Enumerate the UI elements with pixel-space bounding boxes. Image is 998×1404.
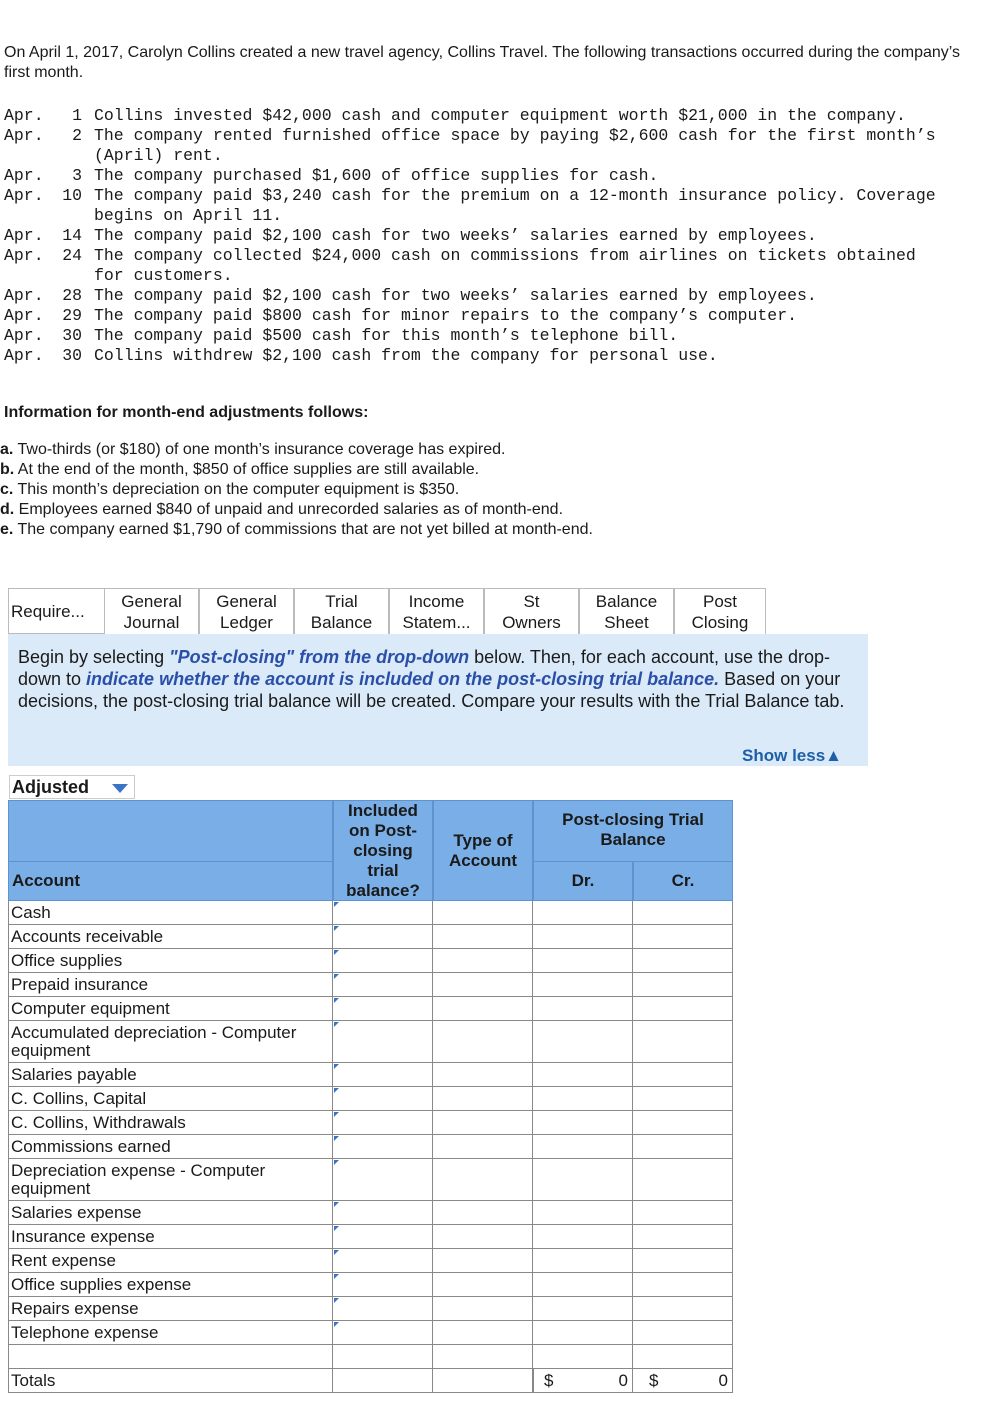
type-cell: [433, 1297, 533, 1321]
table-row: [8, 901, 733, 925]
table-row: [8, 1201, 733, 1225]
type-cell: [433, 1111, 533, 1135]
adjustment-letter: e.: [0, 521, 14, 538]
type-cell: [433, 1201, 533, 1225]
dropdown-marker-icon: [334, 1298, 339, 1303]
tab-label-line1: Income: [408, 592, 465, 611]
instructions-panel: [8, 634, 868, 766]
type-cell: [433, 997, 533, 1021]
account-name: Salaries payable: [8, 1063, 333, 1087]
adjustment-text: Two-thirds (or $180) of one month’s insurance coverage has expired.: [13, 441, 506, 458]
account-name: Repairs expense: [8, 1297, 333, 1321]
adjustment-item: [0, 480, 593, 500]
table-row: [8, 997, 733, 1021]
adjustment-letter: d.: [0, 501, 15, 518]
transaction-month: Apr.: [4, 326, 44, 345]
tab-label-line2: Closing: [691, 613, 749, 632]
tab-st-owners[interactable]: [484, 588, 579, 634]
transaction-month: Apr.: [4, 186, 44, 205]
type-cell: [433, 1063, 533, 1087]
transaction-day: 1: [72, 106, 82, 125]
debit-cell: [533, 1159, 633, 1201]
tab-post-closing[interactable]: [674, 588, 766, 634]
tab-label-line2: Owners: [502, 613, 561, 632]
included-select[interactable]: [333, 949, 433, 973]
show-less-label: Show less: [742, 746, 826, 765]
tab-trial-balance[interactable]: [294, 588, 389, 634]
total-cr: [633, 1369, 733, 1393]
dropdown-marker-icon: [334, 1322, 339, 1327]
debit-cell: [533, 973, 633, 997]
tab-required[interactable]: Require...: [8, 588, 104, 634]
problem-intro: On April 1, 2017, Carolyn Collins created a new travel agency, Collins Travel. The following transactions occurred during the company’s first month.: [4, 44, 961, 81]
transaction-text: The company paid $800 cash for minor repairs to the company’s computer.: [94, 306, 798, 325]
credit-cell: [633, 1321, 733, 1345]
included-select[interactable]: [333, 1021, 433, 1063]
blank-cell: [433, 1345, 533, 1369]
adjustment-letter: b.: [0, 461, 15, 478]
table-row: [8, 1249, 733, 1273]
debit-cell: [533, 1273, 633, 1297]
transaction-text: The company paid $2,100 cash for two weeks’ salaries earned by employees.: [94, 286, 817, 305]
adjustment-text: This month’s depreciation on the computer equipment is $350.: [13, 481, 460, 498]
chevron-down-icon: [112, 784, 128, 793]
table-row: [8, 1159, 733, 1201]
included-select[interactable]: [333, 925, 433, 949]
transaction-day: 14: [62, 226, 82, 245]
dropdown-marker-icon: [334, 974, 339, 979]
header-account: Account: [8, 861, 333, 901]
instructions-text: [18, 646, 848, 712]
dropdown-marker-icon: [334, 1250, 339, 1255]
transaction-text: The company rented furnished office space by paying $2,600 cash for the first month’s (April) rent.: [94, 126, 936, 165]
adjustment-item: [0, 460, 593, 480]
credit-cell: [633, 1111, 733, 1135]
included-select[interactable]: [333, 1063, 433, 1087]
transaction-day: 24: [62, 246, 82, 265]
debit-cell: [533, 1249, 633, 1273]
instr-emphasis2: indicate whether the account is included on the post-closing trial balance.: [86, 669, 720, 689]
adjustment-item: [0, 520, 593, 540]
transaction-row: [4, 186, 944, 226]
tab-label-line2: Balance: [310, 613, 373, 632]
credit-cell: [633, 1159, 733, 1201]
tab-label-line2: Statem...: [402, 613, 471, 632]
transaction-row: [4, 286, 944, 306]
type-cell: [433, 925, 533, 949]
table-row: [8, 1225, 733, 1249]
credit-cell: [633, 1063, 733, 1087]
transaction-day: 29: [62, 306, 82, 325]
included-select[interactable]: [333, 973, 433, 997]
debit-cell: [533, 1063, 633, 1087]
table-row: [8, 1135, 733, 1159]
type-cell: [433, 1249, 533, 1273]
table-row: [8, 1021, 733, 1063]
type-cell: [433, 1321, 533, 1345]
account-name: Computer equipment: [8, 997, 333, 1021]
transaction-text: Collins invested $42,000 cash and computer equipment worth $21,000 in the company.: [94, 106, 906, 125]
debit-cell: [533, 925, 633, 949]
transaction-text: The company paid $3,240 cash for the premium on a 12-month insurance policy. Coverage begins on April 11.: [94, 186, 936, 225]
transaction-month: Apr.: [4, 106, 44, 125]
table-left-border: [8, 901, 9, 1393]
debit-cell: [533, 1297, 633, 1321]
tab-income-statem-[interactable]: [389, 588, 484, 634]
account-name: Salaries expense: [8, 1201, 333, 1225]
account-name: C. Collins, Withdrawals: [8, 1111, 333, 1135]
included-select[interactable]: [333, 1321, 433, 1345]
credit-cell: [633, 1135, 733, 1159]
transaction-day: 2: [72, 126, 82, 145]
account-name: Rent expense: [8, 1249, 333, 1273]
credit-cell: [633, 1021, 733, 1063]
adjustment-text: Employees earned $840 of unpaid and unrecorded salaries as of month-end.: [14, 501, 564, 518]
instr-part2: below. Then, for each account, use the drop-down to: [18, 647, 831, 689]
transaction-row: [4, 106, 944, 126]
adjustment-item: [0, 500, 593, 520]
tab-label-line1: St: [523, 592, 540, 611]
type-cell: [433, 1135, 533, 1159]
blank-cell: [633, 1345, 733, 1369]
transaction-text: The company paid $500 cash for this month’s telephone bill.: [94, 326, 679, 345]
transaction-row: [4, 346, 944, 366]
header-dr: Dr.: [533, 861, 633, 901]
adjustment-text: The company earned $1,790 of commissions that are not yet billed at month-end.: [13, 521, 593, 538]
tab-label-line2: Sheet: [604, 613, 649, 632]
included-select[interactable]: [333, 1249, 433, 1273]
transaction-text: The company collected $24,000 cash on commissions from airlines on tickets obtained for customers.: [94, 246, 916, 285]
credit-cell: [633, 973, 733, 997]
included-select[interactable]: [333, 1297, 433, 1321]
tab-label-line1: Post: [702, 592, 738, 611]
totals-label: Totals: [8, 1369, 333, 1393]
transaction-row: [4, 166, 944, 186]
account-name: Commissions earned: [8, 1135, 333, 1159]
table-row: [8, 925, 733, 949]
currency-symbol: $: [544, 1371, 554, 1390]
total-dr: [533, 1369, 633, 1393]
instr-emphasis1: "Post-closing" from the drop-down: [169, 647, 470, 667]
transaction-text: The company purchased $1,600 of office supplies for cash.: [94, 166, 659, 185]
debit-cell: [533, 1135, 633, 1159]
adjustment-item: [0, 440, 593, 460]
tab-general-journal[interactable]: [104, 588, 199, 634]
credit-cell: [633, 901, 733, 925]
included-select[interactable]: [333, 1111, 433, 1135]
transaction-month: Apr.: [4, 306, 44, 325]
triangle-up-icon: ▲: [825, 746, 842, 765]
blank-cell: [533, 1345, 633, 1369]
adjustments-list: [0, 440, 593, 540]
credit-cell: [633, 1087, 733, 1111]
instr-part1: Begin by selecting: [18, 647, 170, 667]
account-name: Insurance expense: [8, 1225, 333, 1249]
table-row: [8, 1063, 733, 1087]
table-row: [8, 949, 733, 973]
dropdown-marker-icon: [334, 1112, 339, 1117]
transaction-day: 30: [62, 326, 82, 345]
debit-cell: [533, 1321, 633, 1345]
account-name: Cash: [8, 901, 333, 925]
adjustments-heading: Information for month-end adjustments follows:: [4, 404, 369, 421]
transaction-day: 28: [62, 286, 82, 305]
currency-symbol: $: [649, 1371, 659, 1390]
table-row-blank: [8, 1345, 733, 1369]
debit-cell: [533, 997, 633, 1021]
instr-part3: Based on your decisions, the post-closing trial balance will be created. Compare your results with the Trial Balance tab.: [18, 669, 845, 711]
type-cell: [433, 949, 533, 973]
dropdown-marker-icon: [334, 950, 339, 955]
transaction-month: Apr.: [4, 126, 44, 145]
dropdown-marker-icon: [334, 1274, 339, 1279]
dropdown-marker-icon: [334, 902, 339, 907]
included-select[interactable]: [333, 1087, 433, 1111]
table-row: [8, 1297, 733, 1321]
account-name: Depreciation expense - Computer equipment: [8, 1159, 333, 1201]
tab-balance-sheet[interactable]: [579, 588, 674, 634]
transaction-month: Apr.: [4, 226, 44, 245]
tab-label-line2: Ledger: [220, 613, 273, 632]
account-name: C. Collins, Capital: [8, 1087, 333, 1111]
transaction-row: [4, 326, 944, 346]
transaction-month: Apr.: [4, 166, 44, 185]
account-name: Office supplies expense: [8, 1273, 333, 1297]
credit-cell: [633, 997, 733, 1021]
transaction-month: Apr.: [4, 286, 44, 305]
account-name: Office supplies: [8, 949, 333, 973]
transaction-month: Apr.: [4, 246, 44, 265]
table-row: [8, 1273, 733, 1297]
account-name: Accounts receivable: [8, 925, 333, 949]
included-select[interactable]: [333, 1225, 433, 1249]
dropdown-marker-icon: [334, 1022, 339, 1027]
transaction-text: The company paid $2,100 cash for two weeks’ salaries earned by employees.: [94, 226, 817, 245]
type-cell: [433, 1273, 533, 1297]
total-dr-value: 0: [618, 1371, 628, 1390]
credit-cell: [633, 1201, 733, 1225]
adjustment-letter: a.: [0, 441, 14, 458]
header-cr: Cr.: [633, 861, 733, 901]
dropdown-marker-icon: [334, 1064, 339, 1069]
select-value: Adjusted: [12, 777, 90, 797]
transaction-row: [4, 306, 944, 326]
dropdown-marker-icon: [334, 1088, 339, 1093]
account-name: Telephone expense: [8, 1321, 333, 1345]
type-cell: [433, 1021, 533, 1063]
dropdown-marker-icon: [334, 926, 339, 931]
tab-label-line1: General: [121, 592, 182, 611]
account-name: Accumulated depreciation - Computer equipment: [8, 1021, 333, 1063]
table-row: [8, 973, 733, 997]
type-cell: [433, 1225, 533, 1249]
debit-cell: [533, 1087, 633, 1111]
type-cell: [433, 973, 533, 997]
tab-general-ledger[interactable]: [199, 588, 294, 634]
included-select[interactable]: [333, 1135, 433, 1159]
type-cell: [433, 1159, 533, 1201]
adjustment-letter: c.: [0, 481, 14, 498]
tab-label-line1: Trial: [325, 592, 358, 611]
dropdown-marker-icon: [334, 1226, 339, 1231]
transaction-day: 30: [62, 346, 82, 365]
total-cr-value: 0: [718, 1371, 728, 1390]
debit-cell: [533, 1111, 633, 1135]
requirement-tabs: [8, 588, 766, 634]
included-select[interactable]: [333, 1273, 433, 1297]
show-less-link[interactable]: [742, 746, 842, 766]
debit-cell: [533, 1225, 633, 1249]
header-type: Type of Account: [433, 800, 533, 901]
credit-cell: [633, 925, 733, 949]
tab-label-line2: Journal: [123, 613, 180, 632]
included-select[interactable]: [333, 1159, 433, 1201]
trial-balance-type-select[interactable]: [9, 775, 135, 799]
debit-cell: [533, 949, 633, 973]
transaction-day: 3: [72, 166, 82, 185]
transactions-list: [4, 106, 944, 366]
blank-cell: [8, 1345, 333, 1369]
table-row: [8, 1321, 733, 1345]
credit-cell: [633, 949, 733, 973]
included-select[interactable]: [333, 997, 433, 1021]
credit-cell: [633, 1273, 733, 1297]
dropdown-marker-icon: [334, 998, 339, 1003]
transaction-row: [4, 246, 944, 286]
totals-row: [8, 1369, 733, 1393]
adjustment-text: At the end of the month, $850 of office supplies are still available.: [14, 461, 480, 478]
debit-cell: [533, 901, 633, 925]
credit-cell: [633, 1249, 733, 1273]
type-cell: [433, 901, 533, 925]
tab-label-line1: General: [216, 592, 277, 611]
type-cell: [433, 1087, 533, 1111]
blank-cell: [433, 1369, 533, 1393]
transaction-month: Apr.: [4, 346, 44, 365]
dropdown-marker-icon: [334, 1136, 339, 1141]
header-included: Included on Post-closing trial balance?: [333, 800, 433, 901]
credit-cell: [633, 1297, 733, 1321]
tab-label-line1: Balance: [595, 592, 658, 611]
table-row: [8, 1111, 733, 1135]
transaction-text: Collins withdrew $2,100 cash from the company for personal use.: [94, 346, 718, 365]
dropdown-marker-icon: [334, 1202, 339, 1207]
credit-cell: [633, 1225, 733, 1249]
debit-cell: [533, 1201, 633, 1225]
transaction-row: [4, 126, 944, 166]
header-account-blank: [8, 800, 333, 862]
debit-cell: [533, 1021, 633, 1063]
blank-cell: [333, 1369, 433, 1393]
header-post-closing-tb: Post-closing Trial Balance: [533, 800, 733, 862]
included-select[interactable]: [333, 901, 433, 925]
blank-cell: [333, 1345, 433, 1369]
included-select[interactable]: [333, 1201, 433, 1225]
table-row: [8, 1087, 733, 1111]
transaction-row: [4, 226, 944, 246]
account-name: Prepaid insurance: [8, 973, 333, 997]
transaction-day: 10: [62, 186, 82, 205]
dropdown-marker-icon: [334, 1160, 339, 1165]
